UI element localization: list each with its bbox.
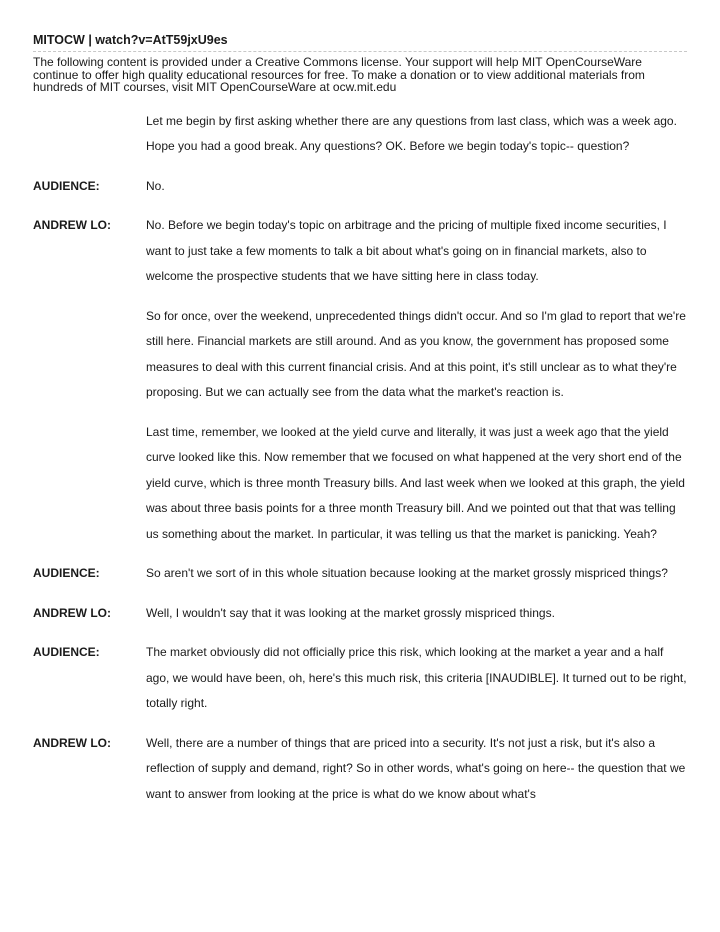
speaker-label: AUDIENCE: bbox=[33, 178, 100, 193]
speaker-label: ANDREW LO: bbox=[33, 735, 111, 750]
transcript-entry bbox=[33, 640, 687, 717]
speaker-label: ANDREW LO: bbox=[33, 605, 111, 620]
transcript-paragraph: So for once, over the weekend, unprecedented things didn't occur. And so I'm glad to report that we're still here. Financial markets are still around. And as you know, the government has proposed some measures to deal with this current financial crisis. And at this point, it's still unclear as to what they're proposing. But we can actually see from the data what the market's reaction is. bbox=[146, 308, 686, 399]
transcript-entry bbox=[33, 561, 687, 587]
license-notice: The following content is provided under a Creative Commons license. Your support will help MIT OpenCourseWare continue to offer high quality educational resources for free. To make a donation or to view additional materials from hundreds of MIT courses, visit MIT OpenCourseWare at ocw.mit.edu bbox=[33, 55, 645, 94]
transcript-paragraph: Well, there are a number of things that are priced into a security. It's not just a risk, but it's also a reflection of supply and demand, right? So in other words, what's going on here-- the question that we want to answer from looking at the price is what do we know about what's bbox=[146, 735, 686, 801]
transcript-entry bbox=[33, 601, 687, 627]
transcript-paragraph: Last time, remember, we looked at the yield curve and literally, it was just a week ago that the yield curve looked like this. Now remember that we focused on what happened at the very short end of the yield curve, which is three month Treasury bills. And last week when we looked at this graph, the yield was about three basis points for a three month Treasury bill. And we pointed out that that was telling us something about the market. In particular, it was telling us that the market is panicking. Yeah? bbox=[146, 424, 685, 541]
speaker-label: AUDIENCE: bbox=[33, 645, 100, 659]
transcript-paragraph: The market obviously did not officially price this risk, which looking at the market a year and a half ago, we would have been, oh, here's this much risk, this criteria [INAUDIBLE]. It turned out to be right, totally right. bbox=[146, 645, 687, 710]
speaker-label: ANDREW LO: bbox=[33, 218, 111, 232]
transcript-entry bbox=[33, 731, 687, 808]
speaker-label: AUDIENCE: bbox=[33, 566, 100, 580]
transcript-paragraph: No. Before we begin today's topic on arbitrage and the pricing of multiple fixed income securities, I want to just take a few moments to talk a bit about what's going on in financial markets, also to welcome the prospective students that we have sitting here in class today. bbox=[146, 218, 667, 283]
transcript-paragraph: No. bbox=[146, 178, 165, 193]
transcript-paragraph: Let me begin by first asking whether there are any questions from last class, which was a week ago. Hope you had a good break. Any questions? OK. Before we begin today's topic-- question? bbox=[146, 113, 677, 153]
transcript-body bbox=[33, 109, 687, 808]
transcript-paragraph: So aren't we sort of in this whole situation because looking at the market grossly mispriced things? bbox=[146, 566, 668, 580]
transcript-entry bbox=[33, 213, 687, 547]
transcript-page bbox=[33, 32, 687, 821]
transcript-entry bbox=[33, 109, 687, 160]
transcript-paragraph: Well, I wouldn't say that it was looking at the market grossly mispriced things. bbox=[146, 605, 555, 620]
document-title: MITOCW | watch?v=AtT59jxU9es bbox=[33, 32, 687, 52]
transcript-entry bbox=[33, 174, 687, 200]
